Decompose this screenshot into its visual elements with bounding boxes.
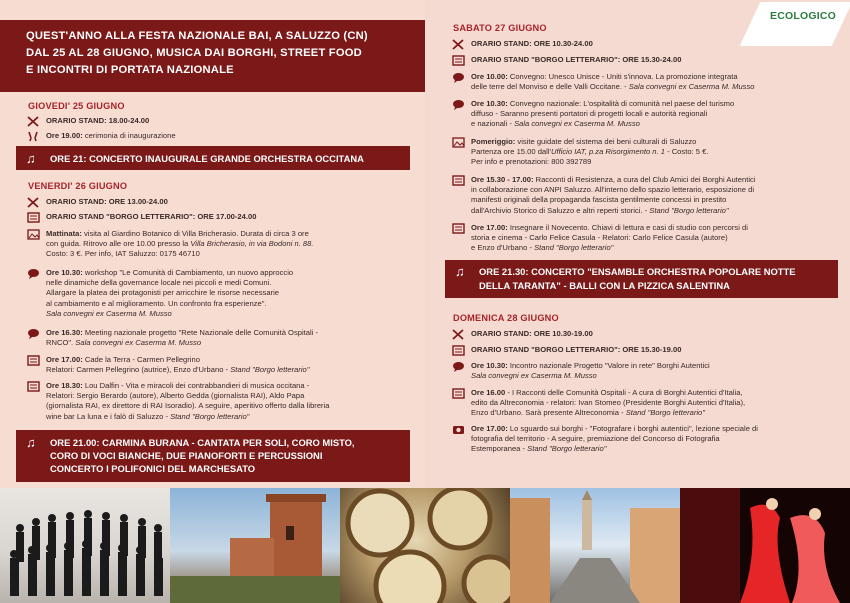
event-unesco: Ore 10.00: Convegno: Unesco Unisce - Uniti s'innova. La promozione integrata delle terre del Monviso e delle Valli Occitane. - Sala convegni ex Caserma M. Musso	[451, 72, 836, 92]
speech-bubble-icon	[26, 328, 40, 339]
borgo-letterario-hours-sunday: ORARIO STAND "BORGO LETTERARIO": ORE 15.30-19.00	[451, 345, 821, 356]
event-lou-dalfin: Ore 18.30: Lou Dalfin - Vita e miracoli dei contrabbandieri di musica occitana - Relatori: Sergio Berardo (autore), Alberto Gedda (giornalista RAI), Aldo Papa (giornalista RAI, ex direttore di RAI Isoradio). A seguire, aperitivo offerto dalla libreria wine bar La luna e i falò di Saluzzo - Stand "Borgo letterario"	[26, 381, 411, 422]
event-valore-in-rete: Ore 10.30: Incontro nazionale Progetto "Valore in rete" Borghi Autentici Sala convegni ex Caserma M. Musso	[451, 361, 836, 381]
day-title-friday: VENERDI' 26 GIUGNO	[28, 181, 128, 191]
camera-icon	[451, 424, 465, 435]
stand-hours-friday: ORARIO STAND: ORE 13.00-24.00	[26, 197, 406, 208]
header-line-3: E INCONTRI DI PORTATA NAZIONALE	[26, 64, 234, 76]
book-icon	[451, 388, 465, 399]
cutlery-icon	[451, 329, 465, 340]
concert-banner-saturday: ♫ ORE 21.30: CONCERTO "ENSAMBLE ORCHESTRA POPOLARE NOTTE DELLA TARANTA" - BALLI CON LA PIZZICA SALENTINA	[445, 260, 838, 298]
right-column	[425, 0, 850, 488]
music-note-icon: ♫	[26, 150, 36, 166]
header-line-1: QUEST'ANNO ALLA FESTA NAZIONALE BAI, A SALUZZO (CN)	[26, 30, 368, 42]
inauguration-row: Ore 19.00: cerimonia di inaugurazione	[26, 131, 406, 142]
event-mattinata: Mattinata: visita al Giardino Botanico di Villa Bricherasio. Durata di circa 3 ore con guida. Ritrovo alle ore 10.00 presso la Villa Bricherasio, in via Bodoni n. 88. Costo: 3 €. Per info, IAT Saluzzo: 0175 46710	[26, 229, 406, 260]
event-resistenza: Ore 15.30 - 17.00: Racconti di Resistenza, a cura del Club Amici dei Borghi Autentici in collaborazione con ANPI Saluzzo. All'interno dello spazio letterario, esposizione di manifesti originali della propaganda fascista gentilmente concessi in prestito dall'Archivio Storico di Saluzzo e altri reperti storici. - Stand "Borgo letterario"	[451, 175, 836, 216]
day-title-saturday: SABATO 27 GIUGNO	[453, 23, 547, 33]
photo-strip	[0, 488, 850, 603]
book-icon	[26, 355, 40, 366]
speech-bubble-icon	[26, 268, 40, 279]
street-photo	[510, 488, 680, 603]
event-pomeriggio: Pomeriggio: visite guidate del sistema dei beni culturali di Saluzzo Partenza ore 15.00 dall'Ufficio IAT, p.za Risorgimento n. 1 - Costo: 5 €. Per info e prenotazioni: 800 392789	[451, 137, 836, 168]
cutlery-icon	[26, 197, 40, 208]
borgo-letterario-hours-saturday: ORARIO STAND "BORGO LETTERARIO": ORE 15.30-24.00	[451, 55, 821, 66]
speech-bubble-icon	[451, 361, 465, 372]
event-cade-la-terra: Ore 17.00: Cade la Terra - Carmen Pellegrino Relatori: Carmen Pellegrino (autrice), Enzo d'Urbano - Stand "Borgo letterario"	[26, 355, 406, 375]
event-workshop: Ore 10.30: workshop "Le Comunità di Cambiamento, un nuovo approccio nelle dinamiche della governance locale nei piccoli e medi Comuni. Allargare la platea dei protagonisti per arricchire le risorse necessarie al cambiamento e al miglioramento. Un confronto fra esperienze". Sala convegni ex Caserma M. Musso	[26, 268, 406, 319]
concert-banner-thursday: ♫ ORE 21: CONCERTO INAUGURALE GRANDE ORCHESTRA OCCITANA	[16, 146, 410, 170]
event-ospitalita: Ore 10.30: Convegno nazionale: L'ospitalità di comunità nel paese del turismo diffuso - Saranno presenti portatori di progetti locali e autorità regionali e nazionali - Sala convegni ex Caserma M. Musso	[451, 99, 836, 130]
glasses-icon	[26, 131, 40, 142]
concert-banner-friday: ♫ ORE 21.00: CARMINA BURANA - CANTATA PER SOLI, CORO MISTO, CORO DI VOCI BIANCHE, DUE PIANOFORTI E PERCUSSIONI CONCERTO I POLIFONICI DEL MARCHESATO	[16, 430, 410, 482]
book-icon	[451, 223, 465, 234]
castle-photo	[170, 488, 340, 603]
event-meeting-rnco: Ore 16.30: Meeting nazionale progetto "Rete Nazionale delle Comunità Ospitali - RNCO". Sala convegni ex Caserma M. Musso	[26, 328, 406, 348]
header-banner	[0, 20, 425, 92]
music-note-icon: ♫	[455, 264, 465, 279]
book-icon	[451, 175, 465, 186]
ecologico-logo: ECOLOGICO	[770, 10, 836, 22]
event-racconti-comunita: Ore 16.00 - I Racconti delle Comunità Ospitali - A cura di Borghi Autentici d'Italia, edito da Altreconomia - relatori: Ivan Stomeo (Presidente Borghi Autentici d'Italia), Enzo d'Urbano. Sarà presente Altreconomia - Stand "Borgo letterario"	[451, 388, 841, 419]
day-title-thursday: GIOVEDI' 25 GIUGNO	[28, 101, 125, 111]
tambourines-photo	[340, 488, 510, 603]
stand-hours-sunday: ORARIO STAND: ORE 10.30-19.00	[451, 329, 821, 340]
day-title-sunday: DOMENICA 28 GIUGNO	[453, 313, 559, 323]
event-fotografia: Ore 17.00: Lo sguardo sui borghi - "Fotografare i borghi autentici", lezione speciale di fotografia del territorio - A seguire, premiazione del Concorso di Fotografia Estemporanea - Stand "Borgo letterario"	[451, 424, 841, 455]
cutlery-icon	[451, 39, 465, 50]
stand-hours-saturday: ORARIO STAND: ORE 10.30-24.00	[451, 39, 821, 50]
borgo-letterario-hours-friday: ORARIO STAND "BORGO LETTERARIO": ORE 17.00-24.00	[26, 212, 406, 223]
choir-photo	[0, 488, 170, 603]
stand-hours-thursday: ORARIO STAND: 18.00-24.00	[26, 116, 406, 127]
book-icon	[26, 212, 40, 223]
book-icon	[26, 381, 40, 392]
book-icon	[451, 55, 465, 66]
book-icon	[451, 345, 465, 356]
speech-bubble-icon	[451, 72, 465, 83]
dancers-photo	[680, 488, 850, 603]
image-icon	[26, 229, 40, 240]
music-note-icon: ♫	[26, 435, 36, 450]
left-column	[0, 0, 425, 488]
cutlery-icon	[26, 116, 40, 127]
event-novecento: Ore 17.00: Insegnare il Novecento. Chiavi di lettura e casi di studio con percorsi di storia e cinema - Carlo Felice Casula - Relatori: Carlo Felice Casula (autore) e Enzo d'Urbano - Stand "Borgo letterario"	[451, 223, 836, 254]
image-icon	[451, 137, 465, 148]
speech-bubble-icon	[451, 99, 465, 110]
header-line-2: DAL 25 AL 28 GIUGNO, MUSICA DAI BORGHI, STREET FOOD	[26, 47, 362, 59]
